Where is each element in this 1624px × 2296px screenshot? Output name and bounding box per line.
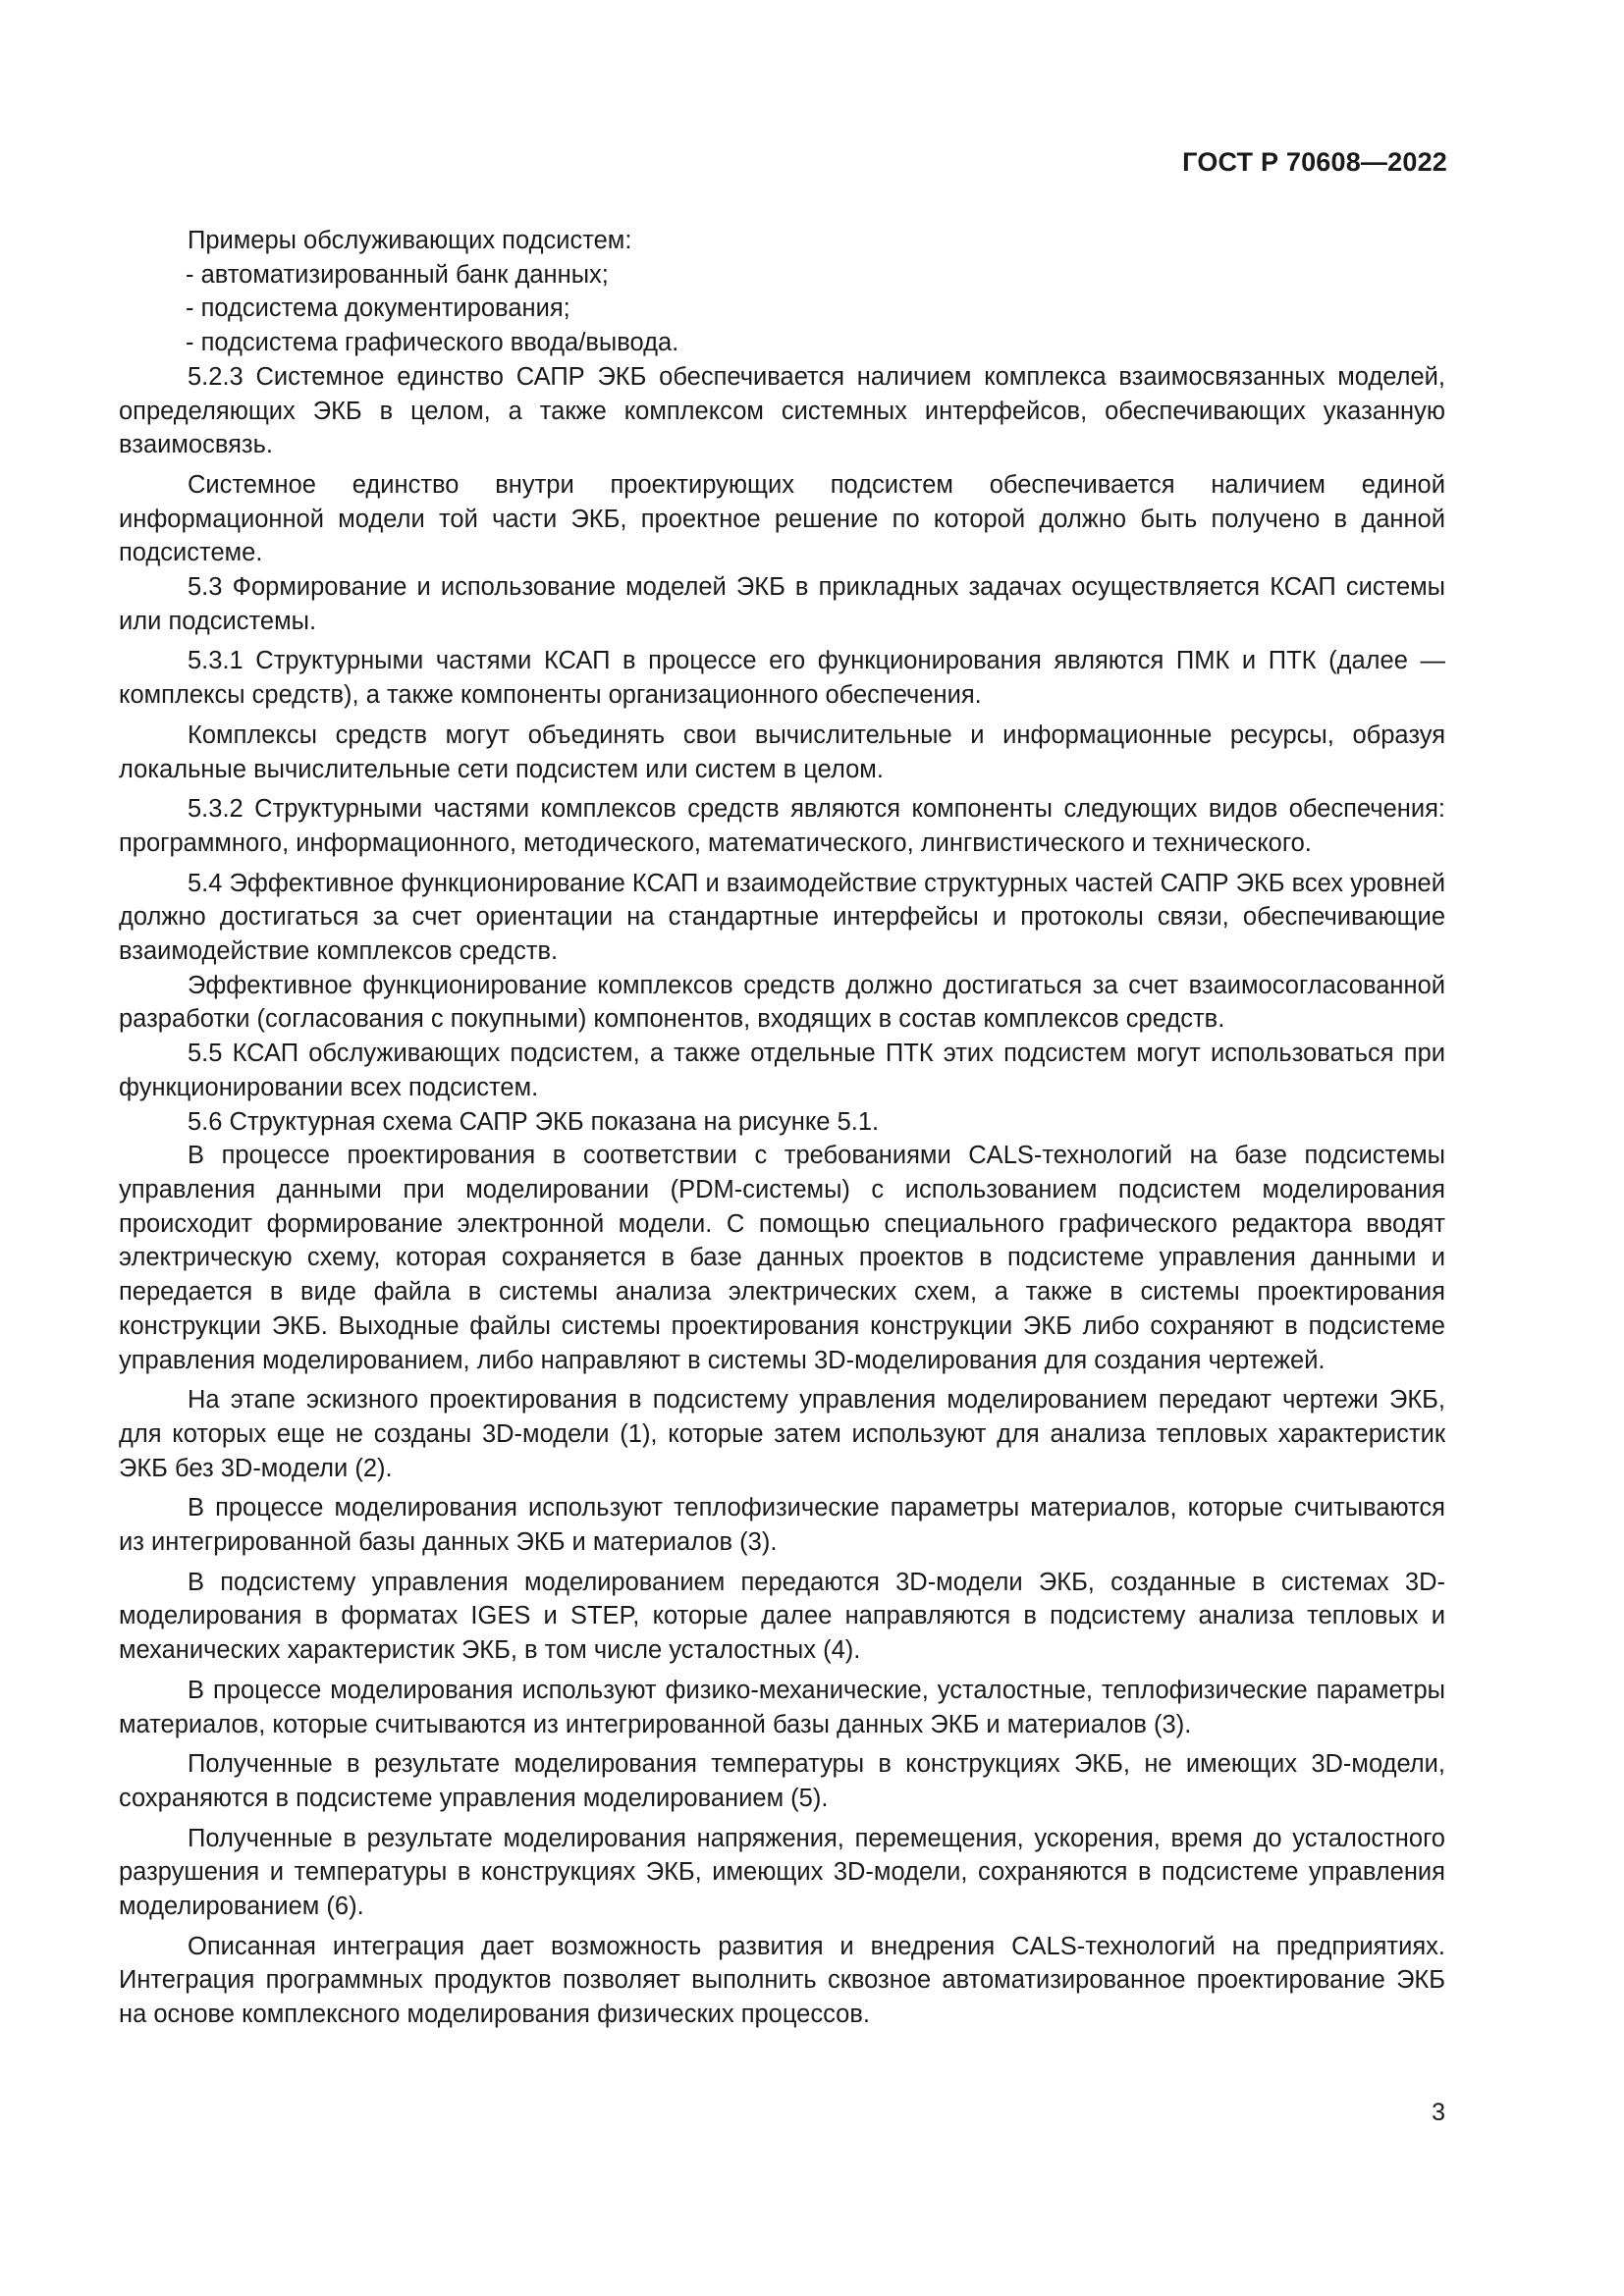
body-text — [119, 224, 1445, 2032]
paragraph: В процессе проектирования в соответствии с требованиями CALS-технологий на базе подсистемы управления данными при моделировании (PDM-системы) с использованием подсистем моделирования происходит формирование электронной модели. С помощью специального графического редактора вводят электрическую схему, которая сохраняется в базе данных проектов в подсистеме управления данными и передается в виде файла в системы анализа электрических схем, а также в системы проектирования конструкции ЭКБ. Выходные файлы системы проектирования конструкции ЭКБ либо сохраняют в подсистеме управления моделированием, либо направляют в системы 3D-моделирования для создания чертежей. — [119, 1142, 1445, 1374]
paragraph: На этапе эскизного проектирования в подсистему управления моделированием передают чертежи ЭКБ, для которых еще не созданы 3D-модели (1), которые затем используют для анализа тепловых характеристик ЭКБ без 3D-модели (2). — [119, 1386, 1445, 1482]
list-item: - подсистема графического ввода/вывода. — [186, 329, 679, 357]
paragraph: Системное единство внутри проектирующих подсистем обеспечивается наличием единой информационной модели той части ЭКБ, проектное решение по которой должно быть получено в данной подсистеме. — [119, 470, 1445, 567]
paragraph: 5.2.3 Системное единство САПР ЭКБ обеспечивается наличием комплекса взаимосвязанных моделей, определяющих ЭКБ в целом, а также комплексом системных интерфейсов, обеспечивающих указанную взаимосвязь. — [119, 362, 1445, 459]
paragraph: Эффективное функционирование комплексов средств должно достигаться за счет взаимосогласованной разработки (согласования с покупными) компонентов, входящих в состав комплексов средств. — [119, 971, 1445, 1034]
paragraph: 5.3.2 Структурными частями комплексов средств являются компоненты следующих видов обеспечения: программного, информационного, методического, математического, лингвистического и технического. — [119, 795, 1445, 857]
paragraph: 5.6 Структурная схема САПР ЭКБ показана на рисунке 5.1. — [188, 1107, 880, 1136]
paragraph: Примеры обслуживающих подсистем: — [188, 227, 632, 254]
paragraph: В процессе моделирования используют физико-механические, усталостные, теплофизические параметры материалов, которые считываются из интегрированной базы данных ЭКБ и материалов (3). — [119, 1676, 1445, 1738]
paragraph: Полученные в результате моделирования температуры в конструкциях ЭКБ, не имеющих 3D-модели, сохраняются в подсистеме управления моделированием (5). — [119, 1750, 1445, 1812]
paragraph: 5.3.1 Структурными частями КСАП в процессе его функционирования являются ПМК и ПТК (далее — комплексы средств), а также компоненты организационного обеспечения. — [119, 647, 1445, 710]
paragraph: 5.4 Эффективное функционирование КСАП и взаимодействие структурных частей САПР ЭКБ всех уровней должно достигаться за счет ориентации на стандартные интерфейсы и протоколы связи, обеспечивающие взаимодействие комплексов средств. — [119, 869, 1445, 966]
paragraph: Полученные в результате моделирования напряжения, перемещения, ускорения, время до усталостного разрушения и температуры в конструкциях ЭКБ, имеющих 3D-модели, сохраняются в подсистеме управления моделированием (6). — [119, 1824, 1445, 1921]
paragraph: 5.5 КСАП обслуживающих подсистем, а также отдельные ПТК этих подсистем могут использоваться при функционировании всех подсистем. — [119, 1040, 1445, 1101]
paragraph: В подсистему управления моделированием передаются 3D-модели ЭКБ, созданные в системах 3D-моделирования в форматах IGES и STEP, которые далее направляются в подсистему анализа тепловых и механических характеристик ЭКБ, в том числе усталостных (4). — [119, 1568, 1445, 1665]
paragraph: 5.3 Формирование и использование моделей ЭКБ в прикладных задачах осуществляется КСАП системы или подсистемы. — [119, 573, 1445, 635]
page-number: 3 — [1432, 2099, 1445, 2126]
document-code-header: ГОСТ Р 70608—2022 — [1182, 147, 1447, 177]
list-item: - подсистема документирования; — [186, 294, 570, 323]
list-item: - автоматизированный банк данных; — [186, 260, 609, 289]
paragraph: Комплексы средств могут объединять свои вычислительные и информационные ресурсы, образуя локальные вычислительные сети подсистем или систем в целом. — [119, 721, 1445, 783]
paragraph: В процессе моделирования используют теплофизические параметры материалов, которые считываются из интегрированной базы данных ЭКБ и материалов (3). — [119, 1494, 1445, 1557]
paragraph: Описанная интеграция дает возможность развития и внедрения CALS-технологий на предприятиях. Интеграция программных продуктов позволяет выполнить сквозное автоматизированное проектирование ЭКБ на основе комплексного моделирования физических процессов. — [119, 1932, 1445, 2029]
